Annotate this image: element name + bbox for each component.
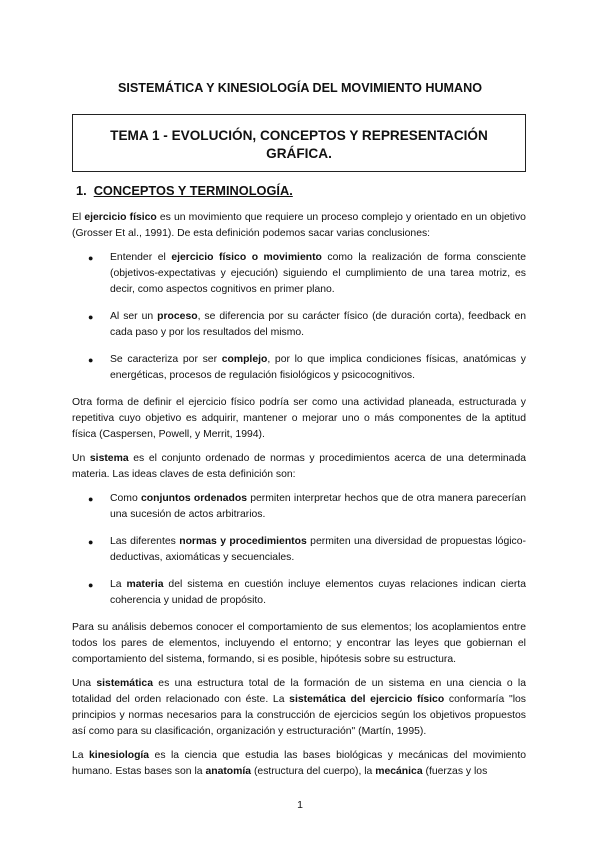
text-span: es el conjunto ordenado de normas y procedimientos acerca de una determinada materia. Las ideas claves de esta definición son: [72,453,526,480]
paragraph-sistema [72,451,526,483]
document-title: SISTEMÁTICA Y KINESIOLOGÍA DEL MOVIMIENTO HUMANO [117,81,483,95]
tema-title-box [72,114,526,172]
text-span: permiten interpretar hechos que de otra manera parecerían una sucesión de actos arbitrarios. [110,493,526,520]
text-span: , por lo que implica condiciones físicas, anatómicas y energéticas, procesos de regulación fisiológicos y psicocognitivos. [110,354,527,381]
bold-term: proceso [157,311,198,322]
text-span: (fuerzas y los [422,766,488,777]
text-span: conformaría "los principios y normas necesarios para la construcción de ejercicios según los objetivos propuestos así como para su clasificación, organización y estructuración" (Martín, 1995). [72,694,526,737]
bullet-icon: ● [88,355,94,365]
tema-title: TEMA 1 - EVOLUCIÓN, CONCEPTOS Y REPRESENTACIÓN GRÁFICA. [110,128,488,161]
text-span: como la realización de forma consciente (objetivos-expectativas y ejecución) siguiendo el cumplimiento de una tarea motriz, es decir, como aspectos cognitivos en primer plano. [110,252,526,295]
text-span: Un [72,453,90,464]
text-span: es la ciencia que estudia las bases biológicas y mecánicas del movimiento humano. Estas bases son la [72,750,526,777]
text-span: Entender el [110,252,172,263]
bold-term: materia [126,579,164,590]
bold-term: ejercicio físico o movimiento [171,252,322,263]
section-title: CONCEPTOS Y TERMINOLOGÍA. [93,183,293,198]
bullet-icon: ● [88,580,94,590]
list-item [72,352,526,384]
text-span: (estructura del cuerpo), la [251,766,376,777]
page-number: 1 [297,799,303,811]
text-span: Se caracteriza por ser [110,354,222,365]
section-number: 1. [76,183,87,198]
text-span: El [72,212,85,223]
text-span: La [110,579,127,590]
bullet-icon: ● [88,537,94,547]
text-span: Al ser un [110,311,158,322]
bold-term: kinesiología [89,750,150,761]
text-span: Las diferentes [110,536,180,547]
bullet-icon: ● [88,312,94,322]
text-span: permiten una diversidad de propuestas lógico-deductivas, axiomáticas y secuenciales. [110,536,526,563]
text-span: , se diferencia por su carácter físico (de duración corta), feedback en cada paso y por los resultados del mismo. [110,311,526,338]
bold-term: ejercicio físico [84,212,157,223]
ideas-list [72,491,526,609]
list-item [72,491,526,523]
text-span: Una [72,678,97,689]
text-span: es una estructura total de la formación de un sistema en una ciencia o la totalidad del orden relacionado con éste. La [72,678,526,705]
bullet-icon: ● [88,494,94,504]
bold-term: sistema [89,453,129,464]
bold-term: normas y procedimientos [179,536,307,547]
list-item [72,577,526,609]
bullet-icon: ● [88,253,94,263]
bold-term: mecánica [375,766,423,777]
bold-term: complejo [221,354,268,365]
paragraph-analisis: Para su análisis debemos conocer el comportamiento de sus elementos; los acoplamientos entre todos los pares de elementos, incluyendo el entorno; y encontrar las leyes que gobiernan el comportamiento del sistema, formando, si es posible, hipótesis sobre su estructura. [72,622,526,665]
text-span: La [72,750,90,761]
paragraph-ejercicio-fisico [72,210,526,242]
paragraph-sistematica [72,676,526,740]
paragraph-kinesiologia [72,748,526,780]
bold-term: anatomía [205,766,252,777]
list-item [72,534,526,566]
bold-term: conjuntos ordenados [140,493,247,504]
list-item [72,250,526,298]
conclusions-list [72,250,526,384]
section-heading [76,183,293,198]
bold-term: sistemática [96,678,153,689]
list-item [72,309,526,341]
bold-term: sistemática del ejercicio físico [289,694,445,705]
text-span: del sistema en cuestión incluye elementos cuyas relaciones indican cierta coherencia y unidad de propósito. [110,579,526,606]
paragraph-otra-forma: Otra forma de definir el ejercicio físico podría ser como una actividad planeada, estructurada y repetitiva cuyo objetivo es adquirir, mantener o mejorar uno o más componentes de la aptitud física (Caspersen, Powell, y Merrit, 1994). [72,397,526,440]
text-span: Como [110,493,141,504]
text-span: es un movimiento que requiere un proceso complejo y orientado en un objetivo (Grosser Et al., 1991). De esta definición podemos sacar varias conclusiones: [72,212,526,239]
body-content [72,210,526,788]
